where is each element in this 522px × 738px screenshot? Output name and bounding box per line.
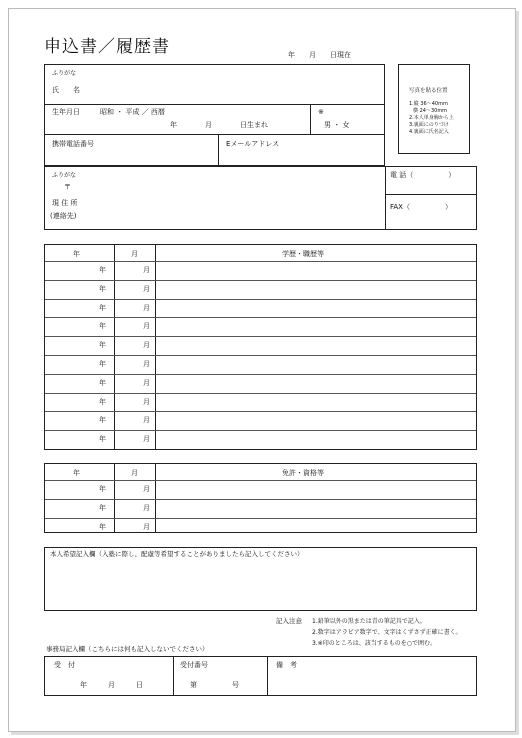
license-header-month: 月 [131, 469, 138, 477]
license-header-year: 年 [73, 469, 80, 477]
history-row[interactable] [45, 299, 476, 300]
license-row[interactable] [45, 518, 476, 519]
birth-label: 生年月日 [52, 108, 80, 116]
history-row[interactable] [45, 355, 476, 356]
history-row-month: 月 [143, 341, 150, 350]
email-label: Eメールアドレス [226, 140, 280, 148]
history-row-year: 年 [99, 378, 106, 387]
era-options[interactable]: 昭和 ・ 平成 ／ 西暦 [100, 108, 165, 116]
furigana-label: ふりがな [52, 70, 77, 77]
history-row[interactable] [45, 374, 476, 375]
postal-mark: 〒 [64, 183, 71, 191]
license-row-month: 月 [143, 503, 150, 512]
history-row-year: 年 [99, 360, 106, 368]
asterisk-mark: ※ [318, 108, 324, 116]
license-row-month: 月 [143, 522, 150, 531]
history-row-year: 年 [99, 341, 106, 350]
photo-box[interactable] [398, 64, 470, 154]
history-row[interactable] [45, 261, 476, 262]
received-date: 年 月 日 [80, 681, 143, 689]
license-row[interactable] [45, 480, 476, 481]
history-row[interactable] [45, 411, 476, 412]
history-row-month: 月 [143, 360, 150, 368]
photo-note-2: 横 24〜30mm [413, 108, 448, 114]
history-row-month: 月 [143, 435, 150, 444]
notes-item-3: 3.※印のところは、該当するものを○で囲む。 [312, 640, 436, 647]
photo-note-3: 2.本人単身胸から上 [409, 115, 454, 121]
history-row-month: 月 [143, 303, 150, 312]
history-row[interactable] [45, 336, 476, 337]
license-table [44, 463, 477, 533]
remarks-label: 備 考 [276, 661, 297, 669]
notes-item-1: 1.鉛筆以外の黒または青の筆記具で記入。 [312, 618, 426, 625]
name-label: 氏 名 [52, 86, 80, 94]
receipt-no-value: 第 号 [190, 681, 239, 689]
history-row-year: 年 [99, 266, 106, 274]
page-title: 申込書／履歴書 [44, 37, 170, 57]
photo-note-4: 3.裏面にのりづけ [409, 122, 449, 128]
history-row-month: 月 [143, 397, 150, 406]
history-row[interactable] [45, 430, 476, 431]
history-row-month: 月 [143, 416, 150, 425]
address-label: 現 住 所 [52, 199, 78, 207]
history-row[interactable] [45, 280, 476, 281]
license-row-month: 月 [143, 485, 150, 493]
fax-label[interactable]: FAX（ ） [390, 203, 452, 211]
license-row-year: 年 [99, 485, 106, 493]
birth-date[interactable]: 年 月 日生まれ [170, 121, 268, 129]
office-box [44, 656, 477, 696]
phone-label[interactable]: 電 話（ ） [390, 171, 456, 179]
office-label: 事務局記入欄（こちらには何も記入しないでください） [46, 645, 209, 653]
license-row-year: 年 [99, 522, 106, 531]
photo-title: 写真を貼る位置 [409, 88, 448, 94]
history-row-year: 年 [99, 322, 106, 331]
history-row-month: 月 [143, 266, 150, 274]
history-row-month: 月 [143, 378, 150, 387]
license-row[interactable] [45, 499, 476, 500]
notes-item-2: 2.数字はアラビア数字で、文字はくずさず正確に書く。 [312, 629, 462, 636]
history-row-year: 年 [99, 397, 106, 406]
history-header-year: 年 [73, 250, 80, 258]
history-table [44, 244, 477, 450]
receipt-no-label: 受付番号 [180, 661, 208, 669]
photo-note-5: 4.裏面に氏名記入 [409, 129, 449, 135]
notes-label: 記入注意 [276, 617, 302, 625]
history-row[interactable] [45, 317, 476, 318]
wishes-label: 本人希望記入欄（入塾に際し、配慮等希望することがありましたら記入してください） [50, 550, 304, 558]
history-header-content: 学歴・職歴等 [282, 250, 324, 258]
history-row-year: 年 [99, 284, 106, 293]
date-line: 年 月 日現在 [288, 51, 351, 59]
mobile-label: 携帯電話番号 [52, 140, 94, 148]
history-header-month: 月 [131, 250, 138, 258]
history-row-year: 年 [99, 303, 106, 312]
license-row-year: 年 [99, 503, 106, 512]
history-row-year: 年 [99, 435, 106, 444]
license-header-content: 免許・資格等 [282, 469, 324, 477]
received-label: 受 付 [54, 661, 75, 669]
personal-info-box [44, 64, 385, 166]
photo-note-1: 1.縦 36〜40mm [409, 101, 448, 107]
history-row-month: 月 [143, 322, 150, 331]
sex-options[interactable]: 男 ・ 女 [324, 121, 350, 129]
history-row[interactable] [45, 393, 476, 394]
contact-label: (連絡先) [50, 212, 77, 220]
address-furigana: ふりがな [52, 172, 77, 179]
history-row-month: 月 [143, 284, 150, 293]
history-row-year: 年 [99, 416, 106, 425]
